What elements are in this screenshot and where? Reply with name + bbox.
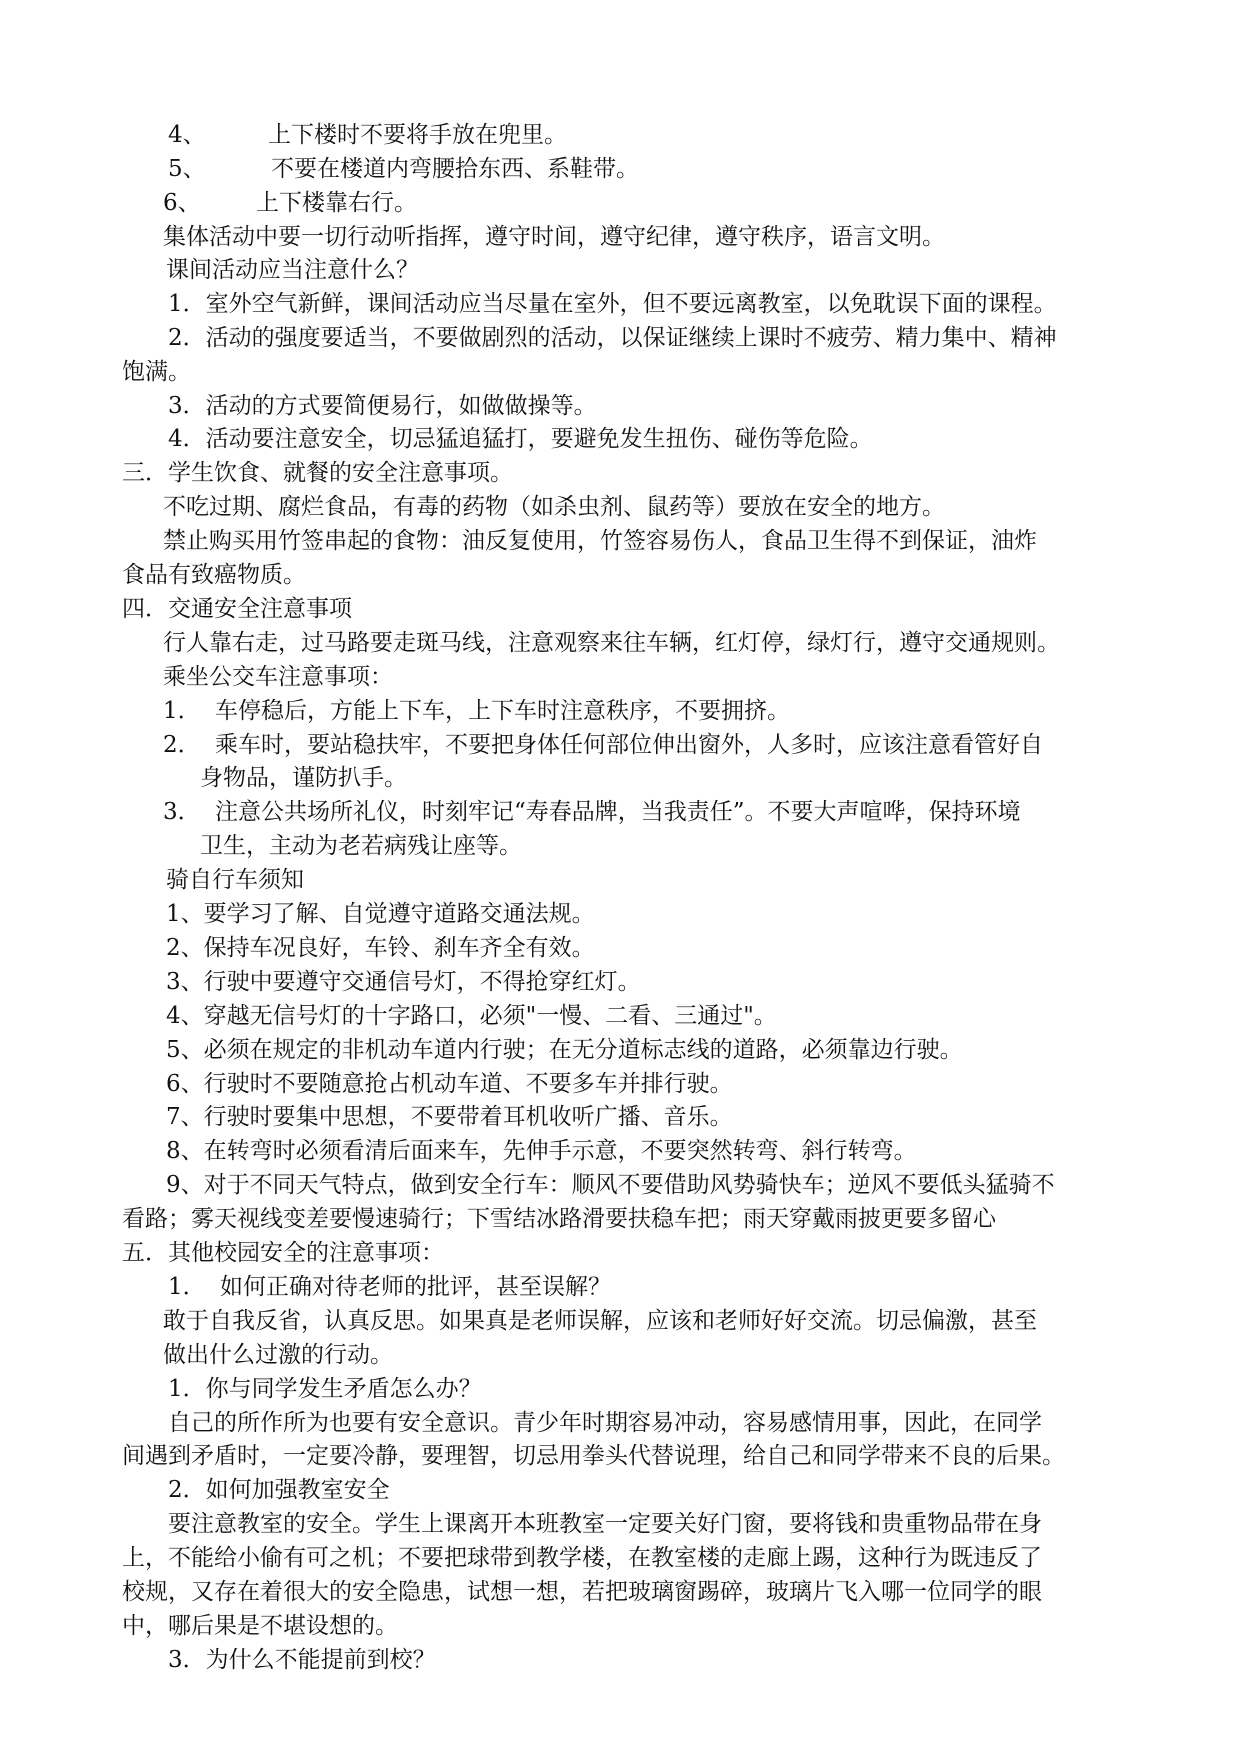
- paragraph-line: 食品有致癌物质。: [122, 562, 306, 588]
- list-item: [163, 730, 1043, 760]
- section-subheading: 1．你与同学发生矛盾怎么办？: [168, 1376, 482, 1402]
- section-subheading: 骑自行车须知: [166, 867, 304, 893]
- section-subheading: 课间活动应当注意什么？: [166, 257, 419, 283]
- paragraph-line: 2．活动的强度要适当，不要做剧烈的活动，以保证继续上课时不疲劳、精力集中、精神: [168, 325, 1057, 351]
- item-text: 乘车时，要站稳扶牢，不要把身体任何部位伸出窗外，人多时，应该注意看管好自: [215, 732, 1043, 758]
- list-item: 3、行驶中要遵守交通信号灯，不得抢穿红灯。: [166, 969, 641, 995]
- item-text: 注意公共场所礼仪，时刻牢记“寿春品牌，当我责任”。不要大声喧哗，保持环境: [215, 799, 1021, 825]
- item-number: 1．: [168, 1274, 206, 1300]
- paragraph-line: 自己的所作所为也要有安全意识。青少年时期容易冲动，容易感情用事，因此，在同学: [168, 1410, 1042, 1436]
- section-subheading: 3．为什么不能提前到校？: [168, 1647, 436, 1673]
- paragraph-line: 要注意教室的安全。学生上课离开本班教室一定要关好门窗，要将钱和贵重物品带在身: [168, 1511, 1042, 1537]
- section-subheading: 2．如何加强教室安全: [168, 1477, 390, 1503]
- list-item: [163, 188, 417, 218]
- list-item: 2、保持车况良好，车铃、刹车齐全有效。: [166, 935, 595, 961]
- item-number: 5、: [168, 156, 206, 182]
- paragraph-line: 上，不能给小偷有可之机；不要把球带到教学楼，在教室楼的走廊上踢，这种行为既违反了: [122, 1545, 1042, 1571]
- item-text: 上下楼时不要将手放在兜里。: [268, 122, 567, 148]
- paragraph-line: 看路；雾天视线变差要慢速骑行；下雪结冰路滑要扶稳车把；雨天穿戴雨披更要多留心: [122, 1206, 996, 1232]
- list-item: [168, 120, 567, 150]
- section-heading: 四．交通安全注意事项: [122, 596, 352, 622]
- item-text: 上下楼靠右行。: [256, 190, 417, 216]
- paragraph-line: 敢于自我反省，认真反思。如果真是老师误解，应该和老师好好交流。切忌偏激，甚至: [163, 1308, 1037, 1334]
- list-item: 9、对于不同天气特点，做到安全行车：顺风不要借助风势骑快车；逆风不要低头猛骑不: [166, 1172, 1055, 1198]
- paragraph-line: 行人靠右走，过马路要走斑马线，注意观察来往车辆，红灯停，绿灯行，遵守交通规则。: [163, 630, 1060, 656]
- section-heading: 五．其他校园安全的注意事项：: [122, 1240, 444, 1266]
- item-text: 车停稳后，方能上下车，上下车时注意秩序，不要拥挤。: [215, 698, 790, 724]
- paragraph-line: 做出什么过激的行动。: [163, 1342, 393, 1368]
- item-text: 如何正确对待老师的批评，甚至误解？: [220, 1274, 611, 1300]
- paragraph-line: 不吃过期、腐烂食品，有毒的药物（如杀虫剂、鼠药等）要放在安全的地方。: [163, 494, 945, 520]
- list-item: [168, 154, 639, 184]
- list-item: [168, 1272, 611, 1302]
- paragraph-line: 饱满。: [122, 359, 191, 385]
- list-item: [163, 797, 1021, 827]
- list-item: 6、行驶时不要随意抢占机动车道、不要多车并排行驶。: [166, 1071, 733, 1097]
- list-item: 1、要学习了解、自觉遵守道路交通法规。: [166, 901, 595, 927]
- paragraph-line: 卫生，主动为老若病残让座等。: [200, 833, 522, 859]
- list-item: 7、行驶时要集中思想，不要带着耳机收听广播、音乐。: [166, 1104, 733, 1130]
- item-number: 6、: [163, 190, 201, 216]
- list-item: 8、在转弯时必须看清后面来车，先伸手示意，不要突然转弯、斜行转弯。: [166, 1138, 917, 1164]
- paragraph-line: 禁止购买用竹签串起的食物：油反复使用，竹签容易伤人，食品卫生得不到保证，油炸: [163, 528, 1037, 554]
- list-item: 4、穿越无信号灯的十字路口，必须"一慢、二看、三通过"。: [166, 1003, 777, 1029]
- paragraph-line: 中，哪后果是不堪设想的。: [122, 1613, 398, 1639]
- paragraph-line: 集体活动中要一切行动听指挥，遵守时间，遵守纪律，遵守秩序，语言文明。: [163, 224, 945, 250]
- paragraph-line: 间遇到矛盾时，一定要冷静，要理智，切忌用拳头代替说理，给自己和同学带来不良的后果。: [122, 1443, 1065, 1469]
- list-item: 5、必须在规定的非机动车道内行驶；在无分道标志线的道路，必须靠边行驶。: [166, 1037, 963, 1063]
- paragraph-line: 3．活动的方式要简便易行，如做做操等。: [168, 393, 597, 419]
- section-subheading: 乘坐公交车注意事项：: [163, 664, 393, 690]
- item-number: 3．: [163, 799, 201, 825]
- item-number: 2．: [163, 732, 201, 758]
- list-item: [163, 696, 790, 726]
- paragraph-line: 身物品，谨防扒手。: [200, 765, 407, 791]
- paragraph-line: 4．活动要注意安全，切忌猛追猛打，要避免发生扭伤、碰伤等危险。: [168, 426, 873, 452]
- section-heading: 三．学生饮食、就餐的安全注意事项。: [122, 460, 513, 486]
- item-number: 1．: [163, 698, 201, 724]
- paragraph-line: 1．室外空气新鲜，课间活动应当尽量在室外，但不要远离教室，以免耽误下面的课程。: [168, 291, 1057, 317]
- paragraph-line: 校规，又存在着很大的安全隐患，试想一想，若把玻璃窗踢碎，玻璃片飞入哪一位同学的眼: [122, 1579, 1042, 1605]
- item-number: 4、: [168, 122, 206, 148]
- item-text: 不要在楼道内弯腰拾东西、系鞋带。: [271, 156, 639, 182]
